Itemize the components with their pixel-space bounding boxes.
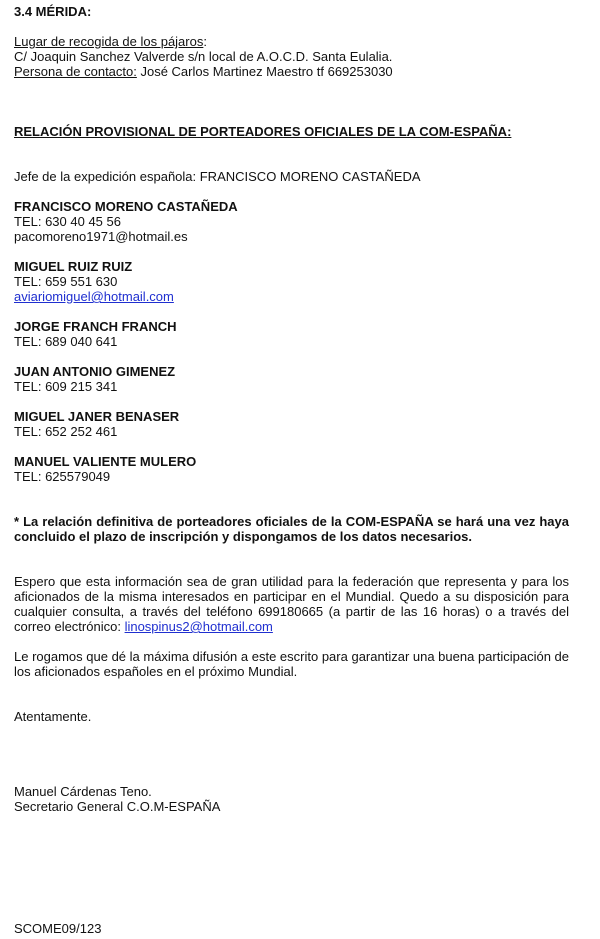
- pickup-label: Lugar de recogida de los pájaros: [14, 34, 204, 49]
- spacer: [14, 19, 569, 34]
- porter-email: pacomoreno1971@hotmail.es: [14, 229, 188, 244]
- spacer: [14, 544, 569, 559]
- provisional-note: * La relación definitiva de porteadores oficiales de la COM-ESPAÑA se hará una vez haya concluido el plazo de inscripción y dispongamos de los datos necesarios.: [14, 514, 569, 544]
- section-heading: 3.4 MÉRIDA:: [14, 4, 92, 19]
- spacer: [14, 769, 569, 784]
- spacer: [14, 439, 569, 454]
- expedition-chief: Jefe de la expedición española: FRANCISCO MORENO CASTAÑEDA: [14, 169, 421, 184]
- spacer: [14, 484, 569, 499]
- contact-email-link[interactable]: linospinus2@hotmail.com: [124, 619, 273, 634]
- porter-email-link[interactable]: aviariomiguel@hotmail.com: [14, 289, 174, 304]
- spacer: [14, 139, 569, 154]
- porter-name: FRANCISCO MORENO CASTAÑEDA: [14, 199, 238, 214]
- spacer: [14, 694, 569, 709]
- spacer: [14, 754, 569, 769]
- porter-name: MIGUEL JANER BENASER: [14, 409, 180, 424]
- porter-entry: [14, 319, 569, 349]
- porter-tel: TEL: 630 40 45 56: [14, 214, 121, 229]
- porter-name: MANUEL VALIENTE MULERO: [14, 454, 197, 469]
- porter-name: MIGUEL RUIZ RUIZ: [14, 259, 133, 274]
- spacer: [14, 394, 569, 409]
- pickup-address: C/ Joaquin Sanchez Valverde s/n local de A.O.C.D. Santa Eulalia.: [14, 49, 393, 64]
- relation-title: RELACIÓN PROVISIONAL DE PORTEADORES OFICIALES DE LA COM-ESPAÑA:: [14, 124, 512, 139]
- porter-entry: [14, 409, 569, 439]
- spacer: [14, 94, 569, 109]
- porter-entry: [14, 454, 569, 484]
- spacer: [14, 109, 569, 124]
- spacer: [14, 79, 569, 94]
- contact-value: José Carlos Martinez Maestro tf 669253030: [136, 64, 393, 79]
- spacer: [14, 724, 569, 739]
- spacer: [14, 679, 569, 694]
- porter-tel: TEL: 609 215 341: [14, 379, 118, 394]
- spacer: [14, 349, 569, 364]
- signer-title: Secretario General C.O.M-ESPAÑA: [14, 799, 221, 814]
- pickup-label-line: [14, 34, 569, 49]
- spacer: [14, 304, 569, 319]
- porter-entry: [14, 364, 569, 394]
- closing-text: Espero que esta información sea de gran utilidad para la federación que representa y para los aficionados de la misma interesados en participar en el Mundial. Quedo a su disposición para cualquier consulta, a través del teléfono 699180665 (a partir de las 16 horas) o a través del correo electrónico:: [14, 574, 569, 634]
- spacer: [14, 499, 569, 514]
- porter-entry: [14, 259, 569, 304]
- porter-tel: TEL: 659 551 630: [14, 274, 118, 289]
- regards: Atentamente.: [14, 709, 92, 724]
- spacer: [14, 739, 569, 754]
- closing-paragraph-2: Le rogamos que dé la máxima difusión a este escrito para garantizar una buena participación de los aficionados españoles en el próximo Mundial.: [14, 649, 570, 679]
- document-reference: SCOME09/123: [14, 921, 102, 936]
- document-body: [14, 4, 569, 814]
- porter-name: JORGE FRANCH FRANCH: [14, 319, 177, 334]
- contact-line: [14, 64, 569, 79]
- spacer: [14, 559, 569, 574]
- contact-label: Persona de contacto:: [14, 64, 137, 79]
- spacer: [14, 244, 569, 259]
- spacer: [14, 184, 569, 199]
- spacer: [14, 154, 569, 169]
- porter-tel: TEL: 625579049: [14, 469, 111, 484]
- porter-tel: TEL: 689 040 641: [14, 334, 118, 349]
- spacer: [14, 634, 569, 649]
- porter-name: JUAN ANTONIO GIMENEZ: [14, 364, 176, 379]
- signer-name: Manuel Cárdenas Teno.: [14, 784, 152, 799]
- pickup-colon: :: [203, 34, 207, 49]
- closing-paragraph-1: [14, 574, 569, 634]
- porter-tel: TEL: 652 252 461: [14, 424, 118, 439]
- porter-entry: [14, 199, 569, 244]
